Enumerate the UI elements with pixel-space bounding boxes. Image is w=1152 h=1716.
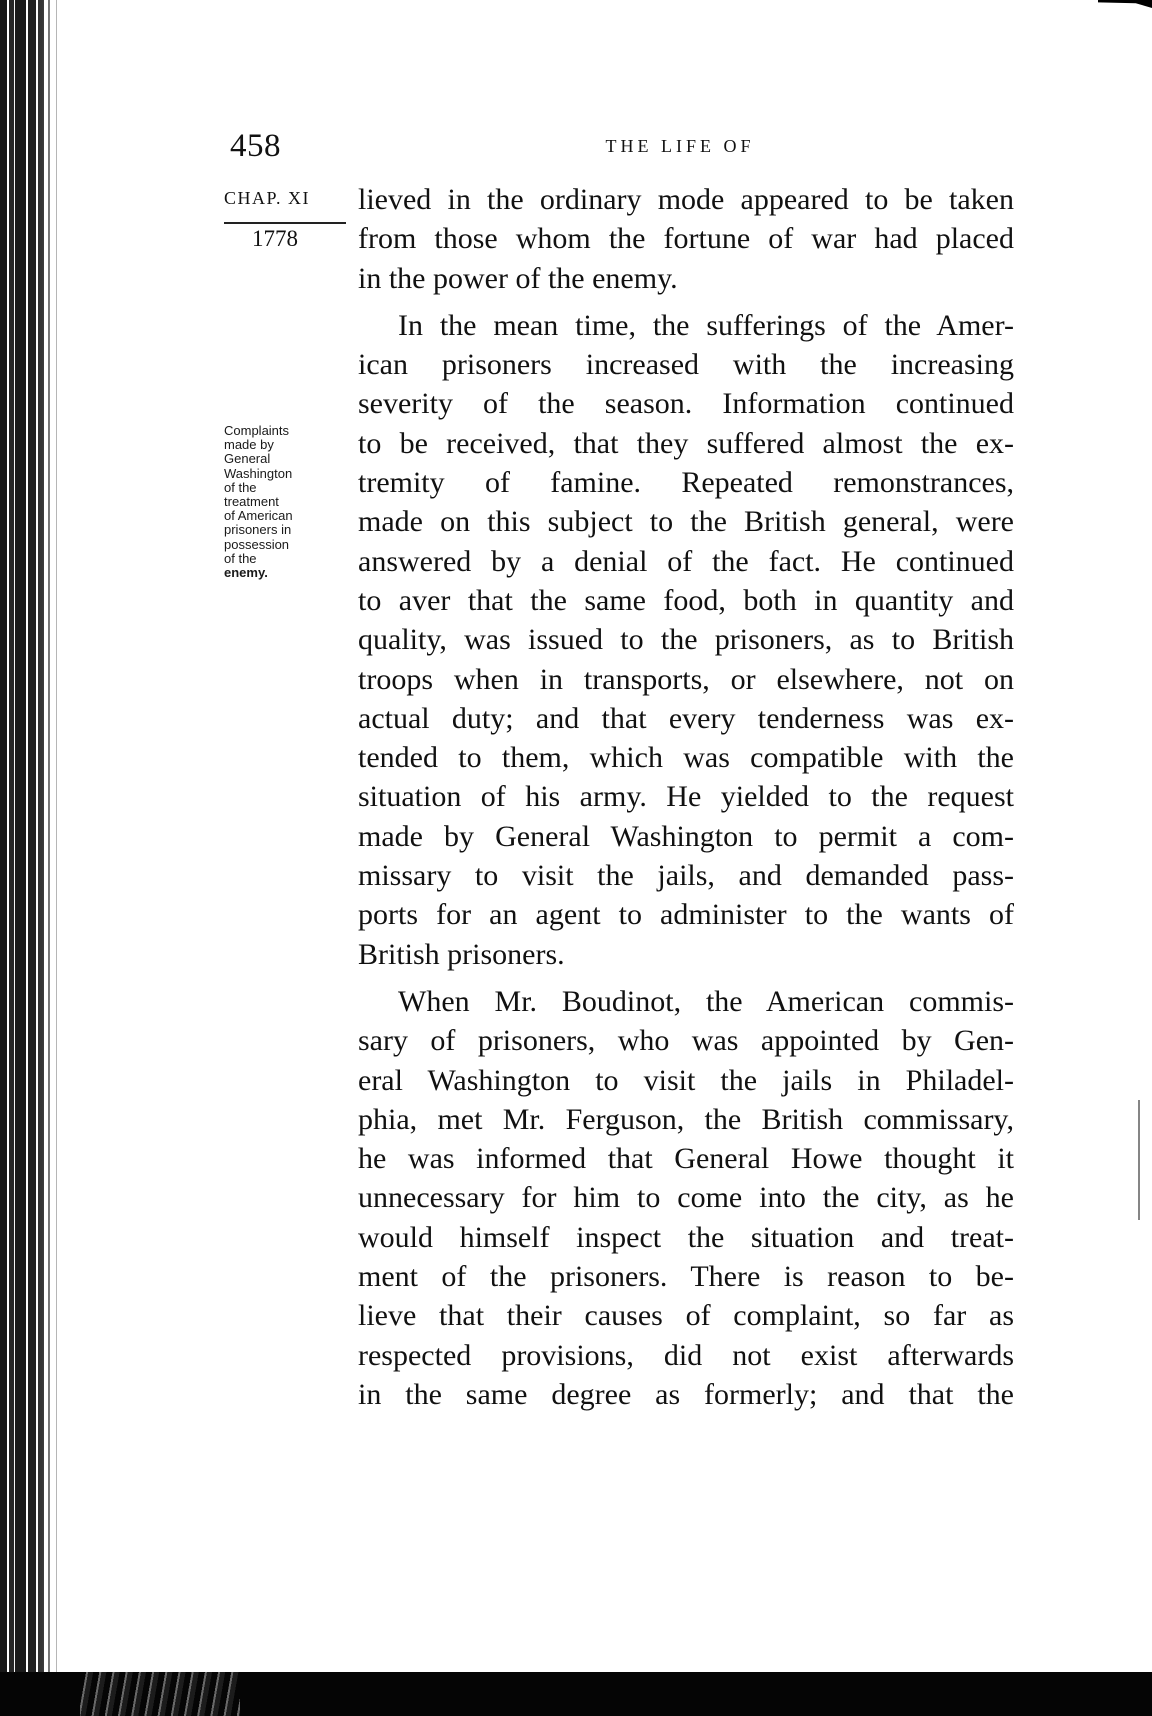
- sidenote-line: of American: [224, 508, 293, 524]
- sidenote-line: Washington: [224, 465, 293, 481]
- text-line: respected provisions, did not exist afterwards: [358, 1338, 1014, 1372]
- text-line: phia, met Mr. Ferguson, the British commissary,: [358, 1102, 1014, 1136]
- text-line: ment of the prisoners. There is reason to be-: [358, 1260, 1014, 1294]
- text-line: from those whom the fortune of war had placed: [358, 222, 1014, 256]
- text-line: answered by a denial of the fact. He continued: [358, 544, 1014, 578]
- text-line: In the mean time, the sufferings of the Amer-: [398, 308, 1014, 342]
- sidenote-line: of the: [224, 550, 257, 566]
- text-line: lieve that their causes of complaint, so far as: [358, 1299, 1014, 1333]
- text-line: would himself inspect the situation and treat-: [358, 1220, 1014, 1254]
- text-line: he was informed that General Howe thought it: [358, 1142, 1014, 1176]
- sidenote-line: enemy.: [224, 565, 268, 581]
- running-head: THE LIFE OF: [605, 136, 755, 156]
- margin-sidenote: [224, 424, 344, 580]
- text-line: in the power of the enemy.: [358, 261, 678, 295]
- sidenote-line: prisoners in: [224, 522, 292, 538]
- sidenote-line: Complaints: [224, 423, 290, 438]
- body-text: [358, 180, 1014, 1414]
- text-line: tremity of famine. Repeated remonstrances,: [358, 466, 1014, 500]
- chapter-label: CHAP. XI: [224, 188, 311, 208]
- scan-bottom-edge-texture: [80, 1672, 240, 1716]
- page-number: 458: [230, 128, 281, 164]
- chapter-rule: [224, 222, 346, 224]
- text-line: ports for an agent to administer to the wants of: [358, 898, 1014, 932]
- text-line: When Mr. Boudinot, the American commis-: [398, 984, 1014, 1018]
- scan-corner-mark: [1098, 0, 1152, 8]
- text-line: ican prisoners increased with the increasing: [358, 348, 1014, 382]
- text-line: made on this subject to the British general, were: [358, 505, 1014, 539]
- text-line: in the same degree as formerly; and that the: [358, 1377, 1014, 1411]
- text-line: missary to visit the jails, and demanded pass-: [358, 859, 1014, 893]
- year-label: 1778: [252, 226, 298, 251]
- sidenote-line: of the: [224, 479, 257, 495]
- text-line: situation of his army. He yielded to the request: [358, 780, 1014, 814]
- text-line: to be received, that they suffered almost the ex-: [358, 426, 1014, 460]
- text-line: made by General Washington to permit a com-: [358, 819, 1014, 853]
- scan-right-line: [1138, 1100, 1140, 1220]
- paragraph: [358, 306, 1014, 974]
- text-line: quality, was issued to the prisoners, as to British: [358, 623, 1014, 657]
- binding-shadow-fade: [42, 0, 102, 1716]
- sidenote-line: possession: [224, 536, 290, 552]
- sidenote-line: General: [224, 451, 271, 467]
- sidenote-line: treatment: [224, 494, 279, 510]
- paragraph: [358, 982, 1014, 1414]
- text-line: eral Washington to visit the jails in Philadel-: [358, 1063, 1014, 1097]
- text-line: unnecessary for him to come into the city, as he: [358, 1181, 1014, 1215]
- text-line: to aver that the same food, both in quantity and: [358, 583, 1014, 617]
- text-line: actual duty; and that every tenderness was ex-: [358, 701, 1014, 735]
- text-line: British prisoners.: [358, 937, 565, 971]
- paragraph-gap: [358, 298, 1014, 306]
- sidenote-line: made by: [224, 437, 274, 453]
- text-line: severity of the season. Information continued: [358, 387, 1014, 421]
- text-line: sary of prisoners, who was appointed by Gen-: [358, 1024, 1014, 1058]
- text-line: troops when in transports, or elsewhere, not on: [358, 662, 1014, 696]
- text-line: tended to them, which was compatible with the: [358, 741, 1014, 775]
- paragraph-gap: [358, 974, 1014, 982]
- paragraph: [358, 180, 1014, 298]
- text-line: lieved in the ordinary mode appeared to be taken: [358, 183, 1014, 216]
